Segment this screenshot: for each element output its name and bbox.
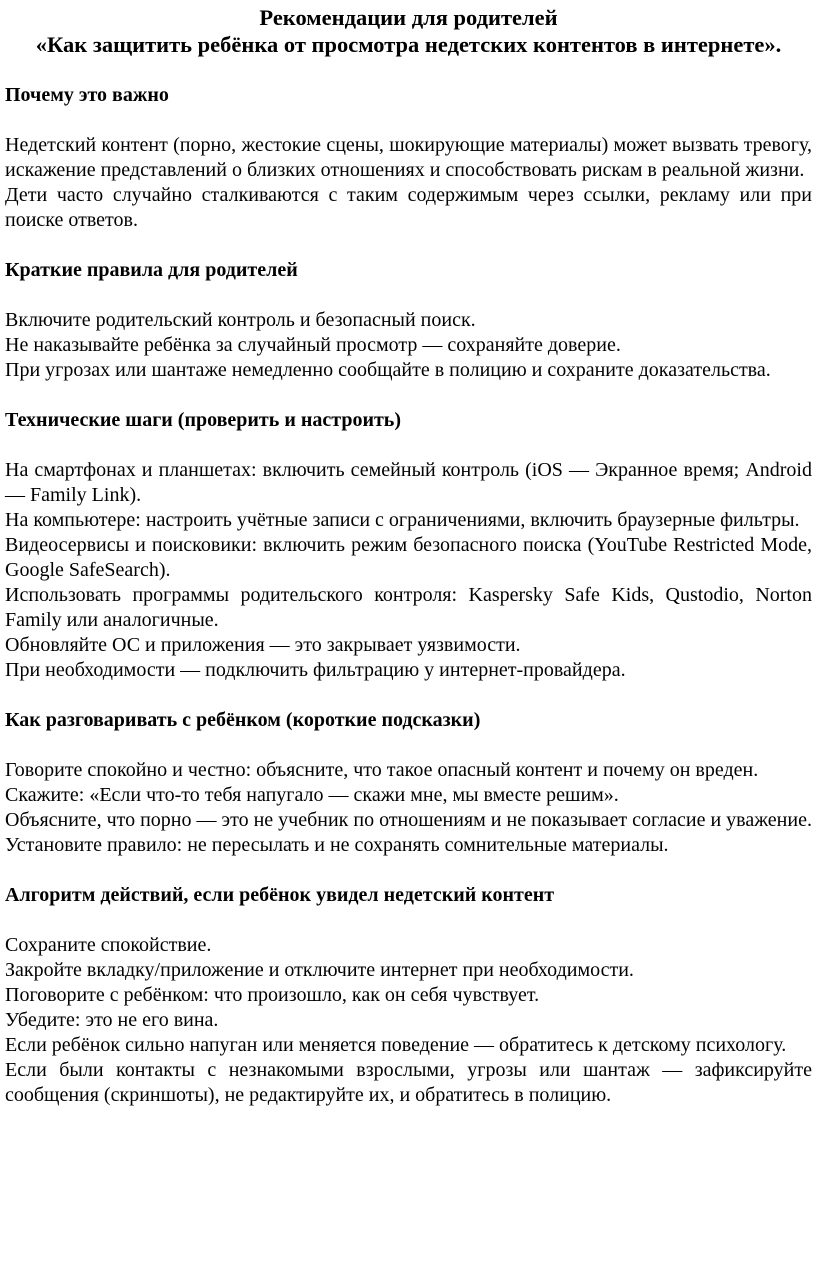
section-heading: Технические шаги (проверить и настроить) [5,409,402,431]
section-short-rules [5,258,812,383]
section-heading: Почему это важно [5,84,169,106]
paragraph: Убедите: это не его вина. [5,1009,219,1031]
document-title [5,4,812,58]
paragraph: Говорите спокойно и честно: объясните, что такое опасный контент и почему он вреден. [5,759,759,781]
paragraph: Дети часто случайно сталкиваются с таким содержимым через ссылки, рекламу или при поиске ответов. [5,184,812,231]
paragraph: Видеосервисы и поисковики: включить режим безопасного поиска (YouTube Restricted Mode, Google SafeSearch). [5,534,812,581]
title-line-2: «Как защитить ребёнка от просмотра недетских контентов в интернете». [35,32,782,57]
title-line-1: Рекомендации для родителей [259,5,558,30]
paragraph: На компьютере: настроить учётные записи с ограничениями, включить браузерные фильтры. [5,509,800,531]
paragraph: Скажите: «Если что-то тебя напугало — скажи мне, мы вместе решим». [5,784,619,806]
section-heading: Краткие правила для родителей [5,259,298,281]
paragraph: Поговорите с ребёнком: что произошло, как он себя чувствует. [5,984,540,1006]
paragraph: При угрозах или шантаже немедленно сообщайте в полицию и сохраните доказательства. [5,359,771,381]
paragraph: Сохраните спокойствие. [5,934,212,956]
paragraph: Обновляйте ОС и приложения — это закрывает уязвимости. [5,634,521,656]
section-why-it-matters [5,83,812,233]
paragraph: Включите родительский контроль и безопасный поиск. [5,309,476,331]
paragraph: Если ребёнок сильно напуган или меняется поведение — обратитесь к детскому психологу. [5,1034,787,1056]
paragraph: При необходимости — подключить фильтрацию у интернет-провайдера. [5,659,626,681]
section-how-to-talk [5,708,812,858]
section-action-algorithm [5,883,812,1108]
paragraph: Использовать программы родительского контроля: Kaspersky Safe Kids, Qustodio, Norton Family или аналогичные. [5,584,812,631]
paragraph: На смартфонах и планшетах: включить семейный контроль (iOS — Экранное время; Android — Family Link). [5,459,812,506]
paragraph: Недетский контент (порно, жестокие сцены, шокирующие материалы) может вызвать тревогу, искажение представлений о близких отношениях и способствовать рискам в реальной жизни. [5,134,812,181]
paragraph: Установите правило: не пересылать и не сохранять сомнительные материалы. [5,834,669,856]
section-heading: Алгоритм действий, если ребёнок увидел недетский контент [5,884,555,906]
paragraph: Закройте вкладку/приложение и отключите интернет при необходимости. [5,959,634,981]
section-heading: Как разговаривать с ребёнком (короткие подсказки) [5,709,481,731]
paragraph: Не наказывайте ребёнка за случайный просмотр — сохраняйте доверие. [5,334,621,356]
paragraph: Объясните, что порно — это не учебник по отношениям и не показывает согласие и уважение. [5,809,812,831]
section-technical-steps [5,408,812,683]
paragraph: Если были контакты с незнакомыми взрослыми, угрозы или шантаж — зафиксируйте сообщения (скриншоты), не редактируйте их, и обратитесь в полицию. [5,1059,812,1106]
